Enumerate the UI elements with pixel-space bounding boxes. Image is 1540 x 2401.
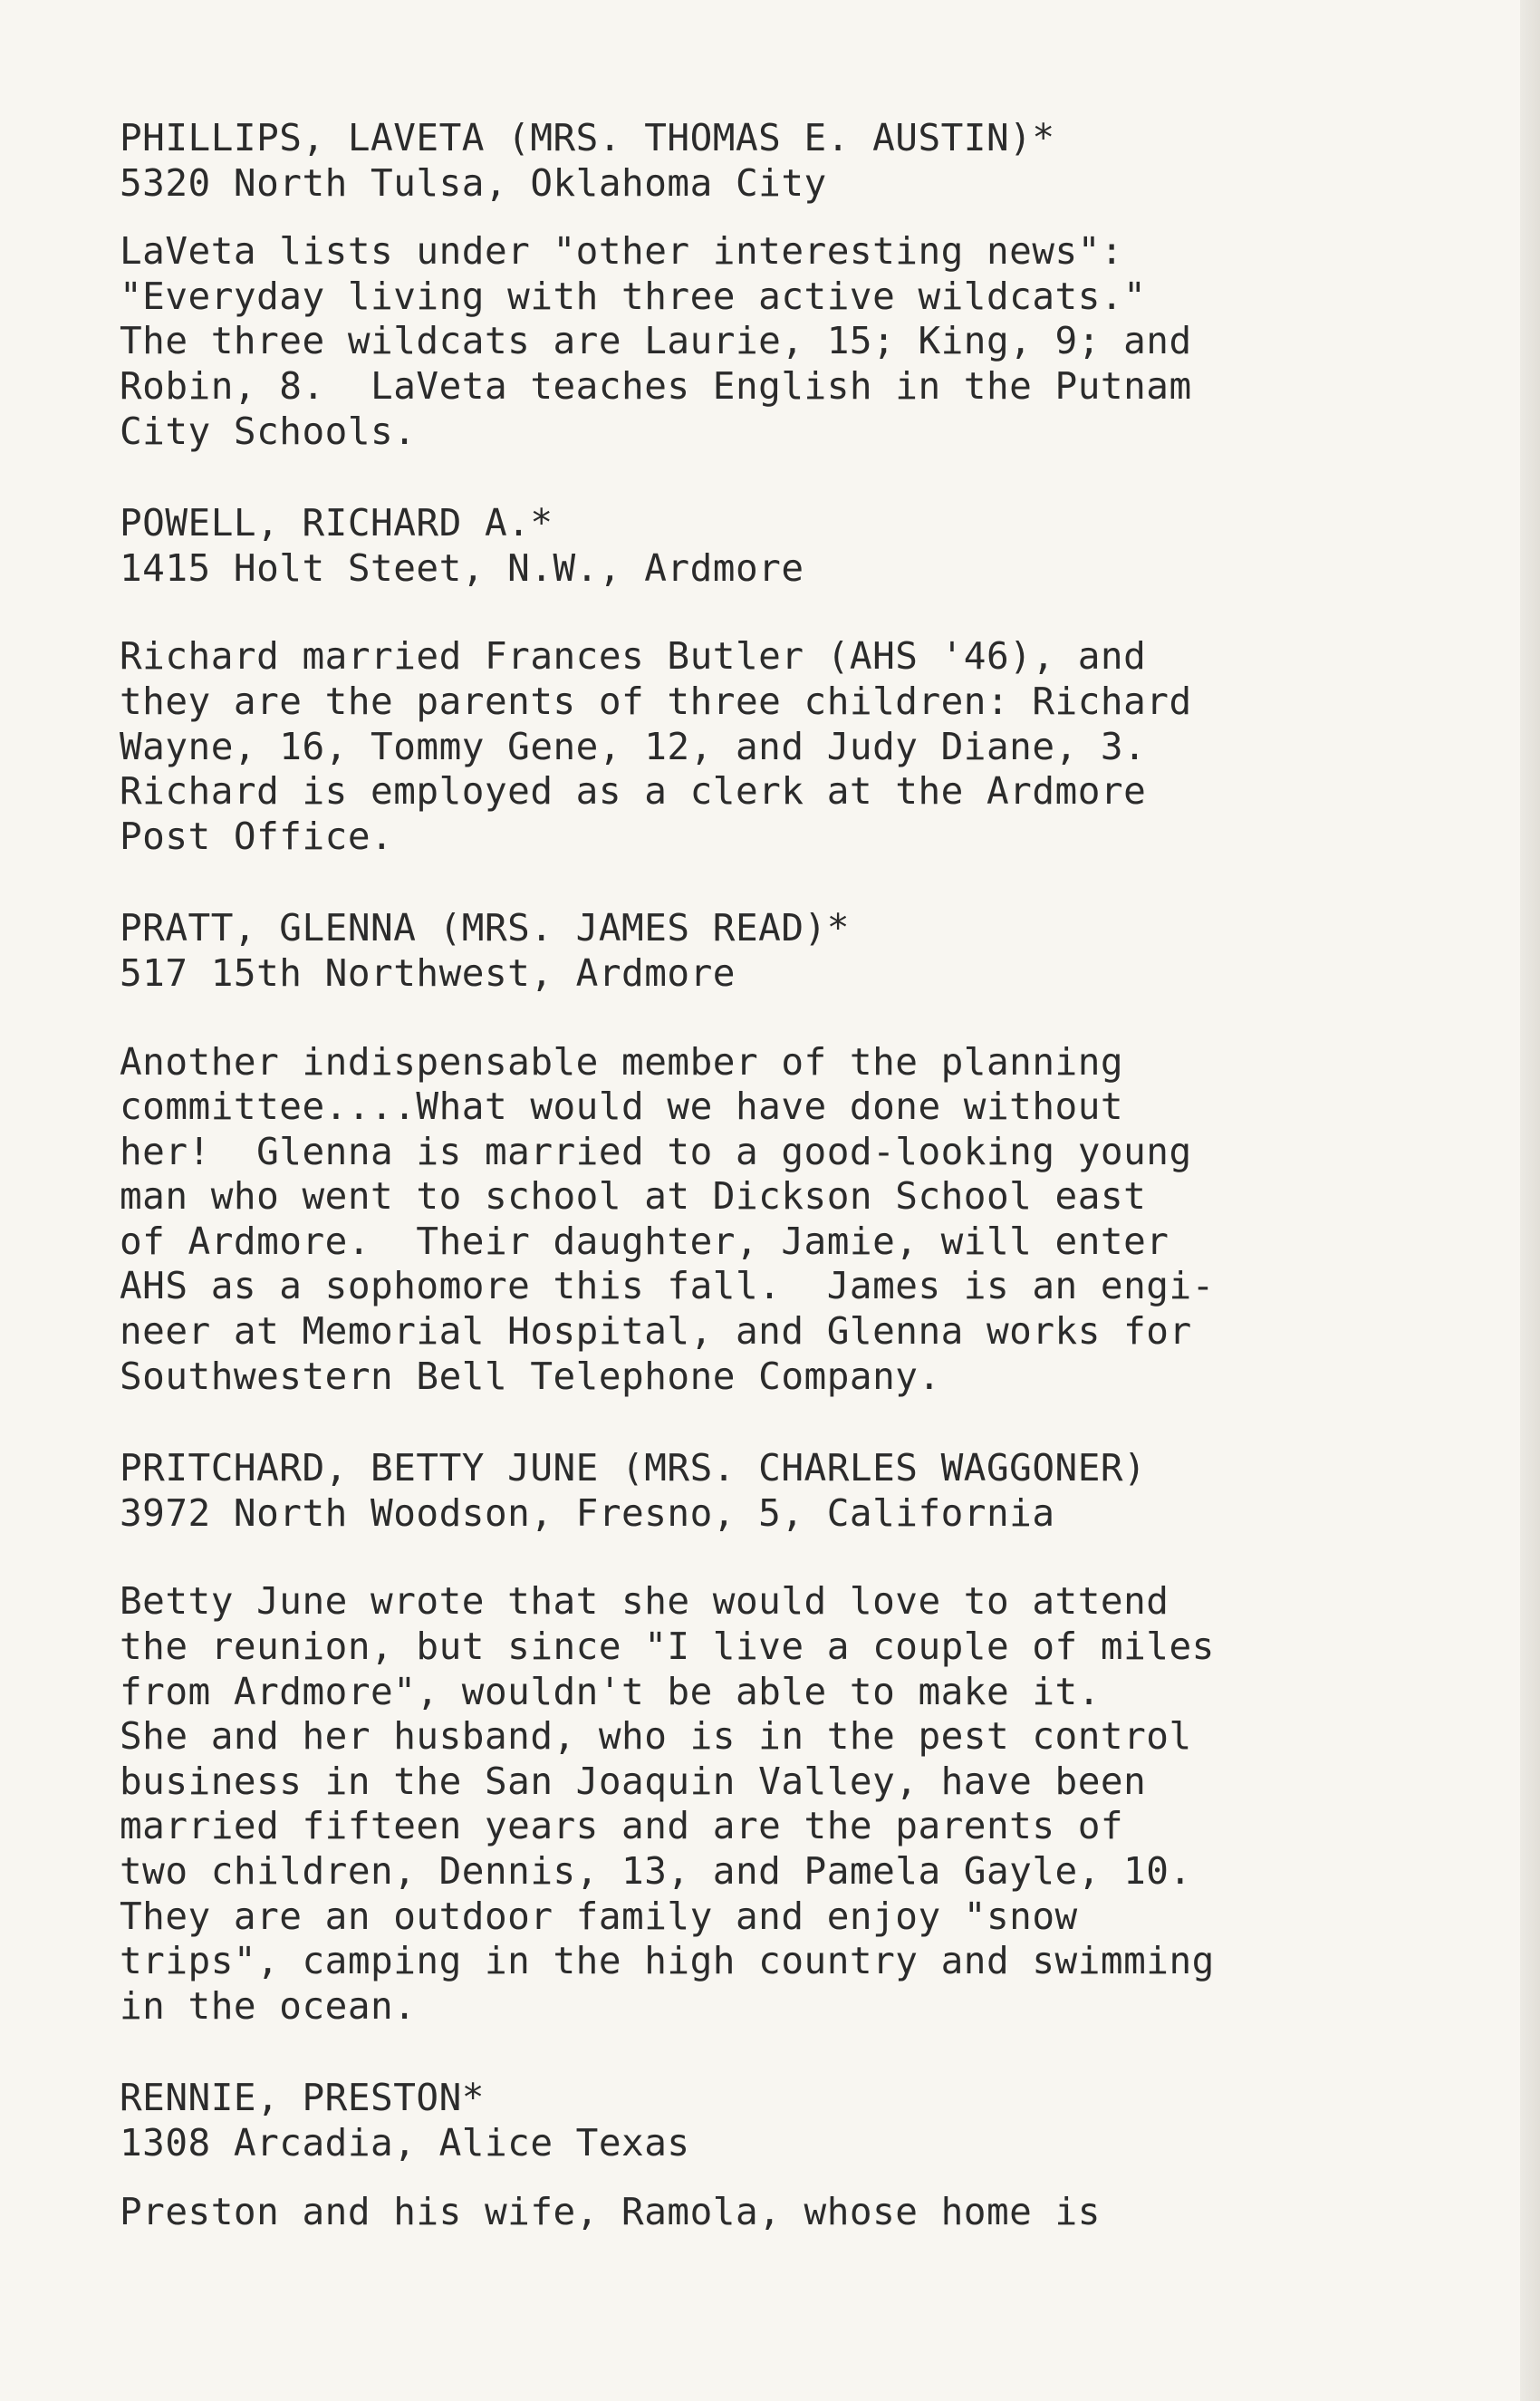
entry-pratt [120,906,1442,1399]
entry-address: 3972 North Woodson, Fresno, 5, California [120,1490,1055,1535]
entry-powell [120,501,1442,859]
entry-body-line: They are an outdoor family and enjoy "snow [120,1894,1078,1938]
entry-body-line: Robin, 8. LaVeta teaches English in the Putnam [120,363,1192,408]
entry-body-line: She and her husband, who is in the pest control [120,1714,1192,1759]
entry-body-line: The three wildcats are Laurie, 15; King, 9; and [120,319,1192,363]
entry-address: 1308 Arcadia, Alice Texas [120,2120,690,2165]
entry-body-line: the reunion, but since "I live a couple of miles [120,1625,1215,1669]
alumni-entries [120,116,1442,2234]
entry-body-line: neer at Memorial Hospital, and Glenna works for [120,1309,1192,1354]
entry-body-line: man who went to school at Dickson School east [120,1174,1147,1219]
entry-body-line: from Ardmore", wouldn't be able to make it. [120,1669,1101,1713]
entry-body-line: Wayne, 16, Tommy Gene, 12, and Judy Diane, 3. [120,724,1147,768]
entry-body-line: married fifteen years and are the parents of [120,1804,1124,1848]
entry-body-line: Southwestern Bell Telephone Company. [120,1354,941,1398]
entry-body-line: Richard is employed as a clerk at the Ardmore [120,769,1147,814]
entry-body-line: Another indispensable member of the planning [120,1039,1124,1084]
entry-body-line: trips", camping in the high country and swimming [120,1939,1215,1983]
entry-name: PRATT, GLENNA (MRS. JAMES READ)* [120,906,850,950]
entry-body-line: LaVeta lists under "other interesting news": [120,229,1124,274]
entry-address: 1415 Holt Steet, N.W., Ardmore [120,545,804,590]
entry-pritchard [120,1446,1442,2029]
entry-address: 5320 North Tulsa, Oklahoma City [120,160,827,205]
entry-body-line: of Ardmore. Their daughter, Jamie, will enter [120,1219,1169,1263]
entry-name: PRITCHARD, BETTY JUNE (MRS. CHARLES WAGGONER) [120,1446,1147,1490]
entry-body-line: City Schools. [120,409,417,453]
entry-body-line: Post Office. [120,814,394,858]
entry-body-line: AHS as a sophomore this fall. James is an engi- [120,1264,1215,1308]
entry-body-line: Preston and his wife, Ramola, whose home is [120,2189,1101,2233]
entry-name: POWELL, RICHARD A.* [120,501,553,545]
entry-address: 517 15th Northwest, Ardmore [120,950,736,995]
entry-phillips [120,116,1442,454]
entry-body-line: Richard married Frances Butler (AHS '46), and [120,634,1147,679]
entry-body-line: her! Glenna is married to a good-looking young [120,1129,1192,1173]
entry-body-line: committee....What would we have done without [120,1085,1124,1129]
page-edge-shadow [1520,0,1540,2401]
entry-name: PHILLIPS, LAVETA (MRS. THOMAS E. AUSTIN)* [120,116,1055,159]
entry-body-line: business in the San Joaquin Valley, have been [120,1759,1147,1803]
entry-body-line: "Everyday living with three active wildcats." [120,274,1147,318]
entry-body-line: Betty June wrote that she would love to attend [120,1579,1169,1624]
entry-body-line: they are the parents of three children: Richard [120,679,1192,723]
entry-body-line: two children, Dennis, 13, and Pamela Gayle, 10. [120,1849,1192,1893]
entry-rennie [120,2076,1442,2234]
entry-name: RENNIE, PRESTON* [120,2076,485,2120]
entry-body-line: in the ocean. [120,1983,417,2028]
